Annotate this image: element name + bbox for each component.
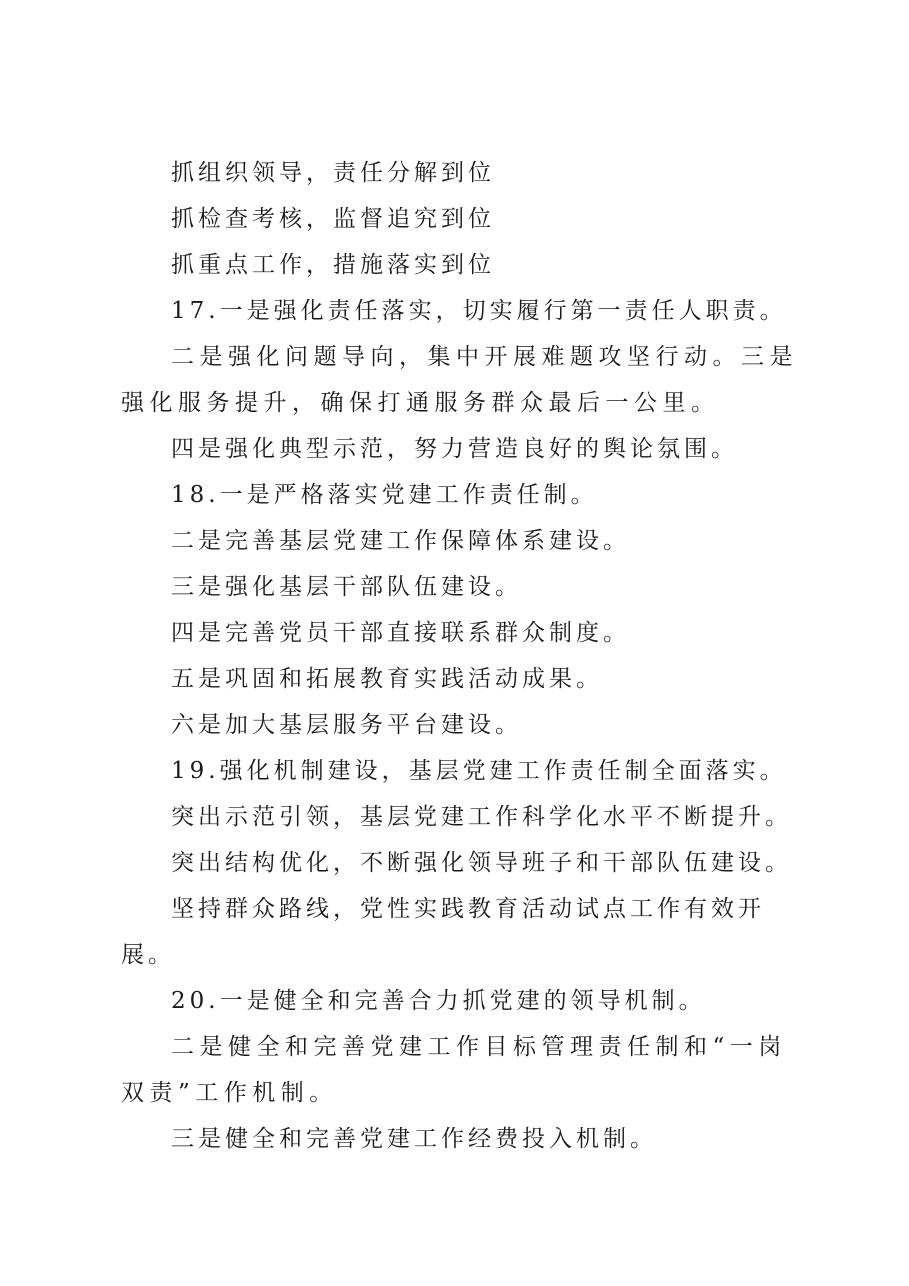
- paragraph: 坚持群众路线，党性实践教育活动试点工作有效开展。: [121, 896, 765, 968]
- paragraph: 三是强化基层干部队伍建设。: [171, 574, 522, 600]
- paragraph: 二是强化问题导向，集中开展难题攻坚行动。三是强化服务提升，确保打通服务群众最后一公里。: [121, 344, 798, 416]
- paragraph: 二是健全和完善党建工作目标管理责任制和“一岗双责”工作机制。: [121, 1034, 787, 1106]
- paragraph: 抓组织领导，责任分解到位: [171, 160, 495, 186]
- paragraph: 三是健全和完善党建工作经费投入机制。: [171, 1126, 657, 1152]
- paragraph: 四是强化典型示范，努力营造良好的舆论氛围。: [171, 436, 738, 462]
- paragraph: 18.一是严格落实党建工作责任制。: [171, 482, 598, 508]
- paragraph: 抓重点工作，措施落实到位: [171, 252, 495, 278]
- paragraph: 突出示范引领，基层党建工作科学化水平不断提升。: [171, 804, 792, 830]
- paragraph: 四是完善党员干部直接联系群众制度。: [171, 620, 630, 646]
- paragraph: 二是完善基层党建工作保障体系建设。: [171, 528, 630, 554]
- paragraph: 19.强化机制建设，基层党建工作责任制全面落实。: [171, 758, 787, 784]
- paragraph: 20.一是健全和完善合力抓党建的领导机制。: [171, 988, 706, 1014]
- paragraph: 突出结构优化，不断强化领导班子和干部队伍建设。: [171, 850, 792, 876]
- document-body: [121, 150, 801, 1162]
- paragraph: 17.一是强化责任落实，切实履行第一责任人职责。: [171, 298, 787, 324]
- paragraph: 抓检查考核，监督追究到位: [171, 206, 495, 232]
- paragraph: 五是巩固和拓展教育实践活动成果。: [171, 666, 603, 692]
- paragraph: 六是加大基层服务平台建设。: [171, 712, 522, 738]
